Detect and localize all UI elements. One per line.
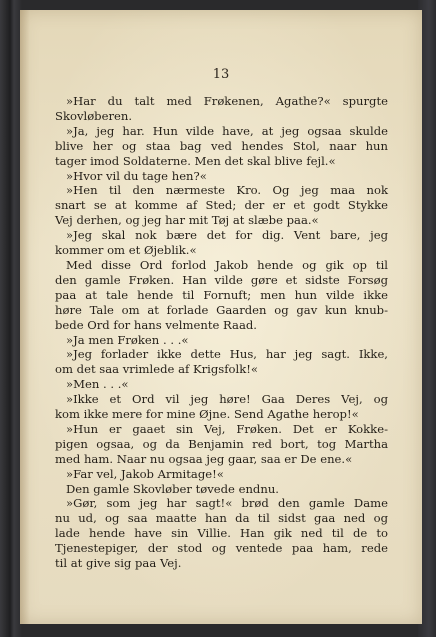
text-line: tager imod Soldaterne. Men det skal blive fejl.« (55, 153, 336, 168)
text-line: Med disse Ord forlod Jakob hende og gik op til (66, 257, 388, 272)
text-line: »Hun er gaaet sin Vej, Frøken. Det er Kokke- (66, 421, 388, 436)
text-line: blive her og staa bag ved hendes Stol, naar hun (55, 138, 388, 153)
text-line: den gamle Frøken. Han vilde gøre et sidste Forsøg (55, 272, 388, 287)
text-line: kommer om et Øjeblik.« (55, 243, 197, 258)
page-number: 13 (212, 67, 230, 82)
text-line: kom ikke mere for mine Øjne. Send Agathe herop!« (55, 407, 359, 422)
text-line: Vej derhen, og jeg har mit Tøj at slæbe paa.« (55, 213, 319, 228)
text-line: nu ud, og saa maatte han da til sidst gaa ned og (55, 511, 388, 526)
book-page (20, 10, 422, 624)
text-line: snart se at komme af Sted; der er et godt Stykke (55, 198, 388, 213)
text-line: pigen ogsaa, og da Benjamin red bort, tog Martha (55, 436, 388, 451)
text-line: »Men . . .« (66, 377, 129, 392)
text-line: høre Tale om at forlade Gaarden og gav kun knub- (55, 302, 388, 317)
text-line: om det saa vrimlede af Krigsfolk!« (55, 362, 259, 377)
text-line: med ham. Naar nu ogsaa jeg gaar, saa er De ene.« (55, 451, 353, 466)
text-line: Skovløberen. (55, 108, 133, 123)
text-line: til at give sig paa Vej. (55, 556, 182, 571)
text-line: bede Ord for hans velmente Raad. (55, 317, 257, 332)
text-line: »Hen til den nærmeste Kro. Og jeg maa nok (66, 183, 388, 198)
text-line: Tjenestepiger, der stod og ventede paa ham, rede (55, 541, 388, 556)
text-line: »Gør, som jeg har sagt!« brød den gamle Dame (66, 496, 388, 511)
text-line: »Ja men Frøken . . .« (66, 332, 189, 347)
text-line: »Far vel, Jakob Armitage!« (66, 466, 224, 481)
text-line: »Jeg forlader ikke dette Hus, har jeg sagt. Ikke, (66, 347, 388, 362)
text-line: »Ikke et Ord vil jeg høre! Gaa Deres Vej, og (66, 392, 388, 407)
text-line: »Ja, jeg har. Hun vilde have, at jeg ogsaa skulde (66, 123, 388, 138)
text-line: lade hende have sin Villie. Han gik ned til de to (55, 526, 388, 541)
text-line: paa at tale hende til Fornuft; men hun vilde ikke (55, 287, 388, 302)
text-line: »Har du talt med Frøkenen, Agathe?« spurgte (66, 94, 388, 108)
text-line: Den gamle Skovløber tøvede endnu. (66, 481, 279, 496)
text-line: »Hvor vil du tage hen?« (66, 168, 207, 183)
text-line: »Jeg skal nok bære det for dig. Vent bare, jeg (66, 228, 388, 243)
body-text (55, 94, 388, 571)
